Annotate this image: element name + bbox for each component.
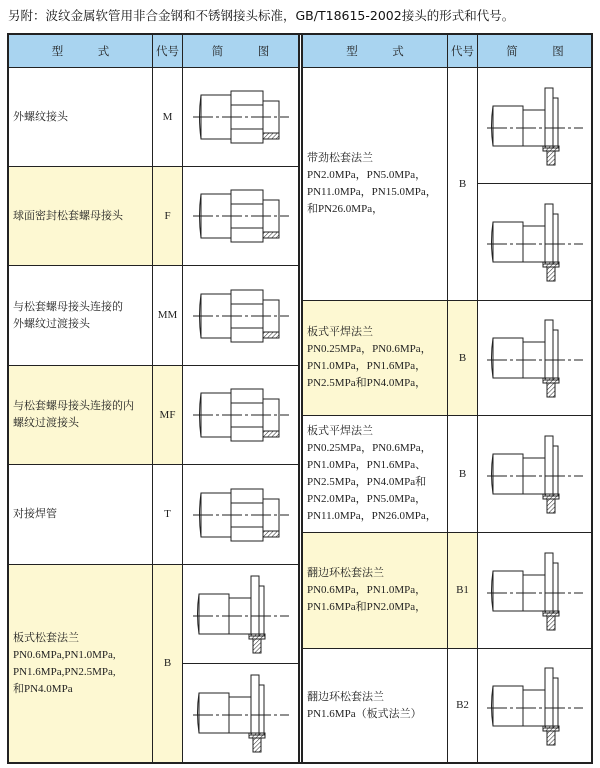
code-cell: B (447, 415, 478, 533)
code-cell: B (447, 300, 478, 416)
loose-plate-flange-diagram (182, 663, 299, 763)
lap-joint-flange-diagram (477, 532, 593, 649)
code-cell: M (152, 67, 183, 167)
page-title: 另附：波纹金属软管用非合金钢和不锈钢接头标准，GB/T18615-2002接头的形式和代号。 (8, 8, 515, 23)
code-cell: B2 (447, 648, 478, 763)
male-thread-adapter-diagram (182, 265, 299, 366)
type-cell: 与松套螺母接头连接的内 螺纹过渡接头 (8, 365, 153, 465)
type-cell: 与松套螺母接头连接的 外螺纹过渡接头 (8, 265, 153, 366)
type-cell: 板式平焊法兰 PN0.25MPa，PN0.6MPa， PN1.0MPa，PN1.6MPa， PN2.5MPa和PN4.0MPa， (302, 300, 448, 416)
plate-slip-on-flange-diagram (477, 300, 593, 416)
type-cell: 翻边环松套法兰 PN0.6MPa，PN1.0MPa， PN1.6MPa和PN2.0MPa， (302, 532, 448, 649)
type-cell: 对接焊管 (8, 464, 153, 565)
code-cell: F (152, 166, 183, 266)
header-type: 型 式 (8, 34, 153, 68)
code-cell: B (152, 564, 183, 763)
hubbed-slip-on-flange-diagram (477, 415, 593, 533)
spherical-seal-nut-fitting-diagram (182, 166, 299, 266)
type-cell: 翻边环松套法兰 PN1.6MPa（板式法兰） (302, 648, 448, 763)
header-diagram: 简 图 (477, 34, 593, 68)
type-cell: 板式平焊法兰 PN0.25MPa，PN0.6MPa， PN1.0MPa，PN1.6MPa、 PN2.5MPa，PN4.0MPa和 PN2.0MPa，PN5.0MPa， PN11.0MPa，PN26.0MPa， (302, 415, 448, 533)
loose-plate-flange-diagram (182, 564, 299, 664)
butt-weld-pipe-diagram (182, 464, 299, 565)
code-cell: B (447, 67, 478, 301)
male-thread-fitting-diagram (182, 67, 299, 167)
header-diagram: 简 图 (182, 34, 299, 68)
hubbed-loose-flange-diagram (477, 183, 593, 301)
type-cell: 板式松套法兰 PN0.6MPa,PN1.0MPa, PN1.6MPa,PN2.5MPa, 和PN4.0MPa (8, 564, 153, 763)
code-cell: MF (152, 365, 183, 465)
header-type: 型 式 (302, 34, 448, 68)
type-cell: 外螺纹接头 (8, 67, 153, 167)
code-cell: T (152, 464, 183, 565)
code-cell: B1 (447, 532, 478, 649)
code-cell: MM (152, 265, 183, 366)
hubbed-loose-flange-diagram (477, 67, 593, 184)
header-code: 代号 (447, 34, 478, 68)
header-code: 代号 (152, 34, 183, 68)
type-cell: 带劲松套法兰 PN2.0MPa，PN5.0MPa， PN11.0MPa，PN15.0MPa， 和PN26.0MPa， (302, 67, 448, 301)
female-thread-adapter-diagram (182, 365, 299, 465)
type-cell: 球面密封松套螺母接头 (8, 166, 153, 266)
lap-joint-plate-flange-diagram (477, 648, 593, 763)
